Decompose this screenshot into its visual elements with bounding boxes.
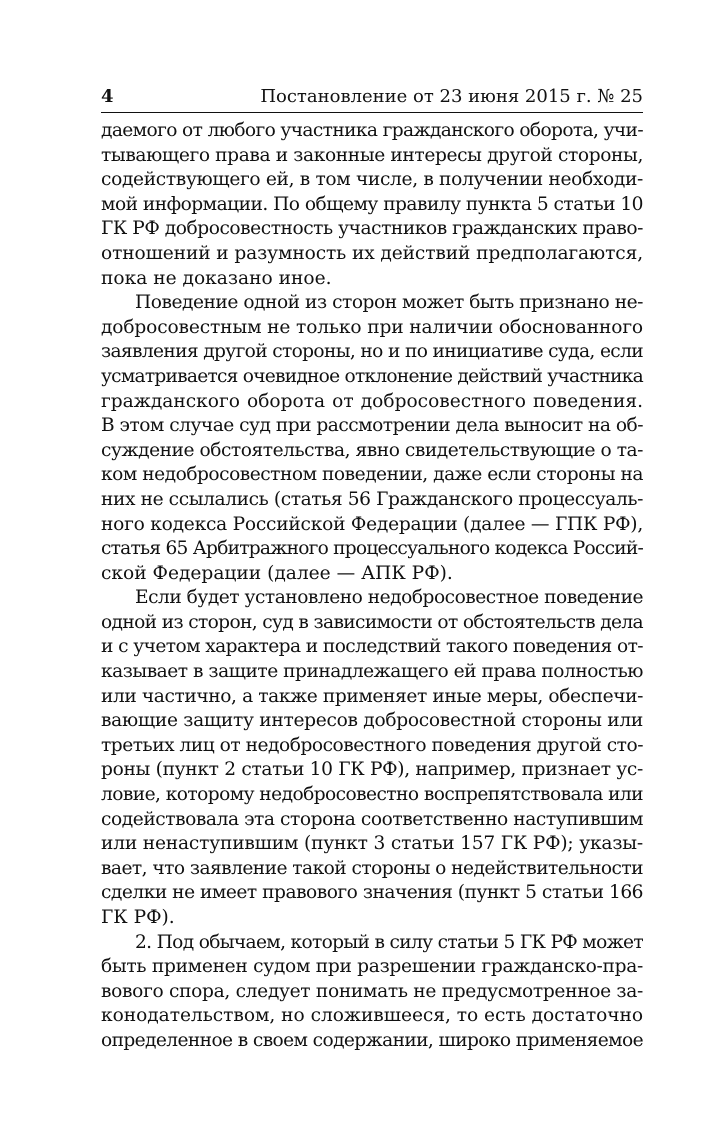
text-line: тывающего права и законные интересы другой стороны, [101, 144, 643, 166]
text-line: даемого от любого участника гражданского оборота, учи- [101, 120, 643, 141]
paragraph-3 [101, 586, 643, 930]
text-line: ного кодекса Российской Федерации (далее — ГПК РФ), [101, 513, 643, 535]
text-line: сделки не имеет правового значения (пункт 5 статьи 166 [101, 882, 643, 904]
text-line: заявления другой стороны, но и по инициативе суда, если [101, 341, 643, 363]
text-line: вает, что заявление такой стороны о недействительности [101, 857, 643, 879]
body-text [101, 119, 643, 1054]
text-line: суждение обстоятельства, явно свидетельствующие о та- [101, 439, 643, 461]
text-line: определенное в своем содержании, широко применяемое [101, 1029, 643, 1051]
text-line: вового спора, следует понимать не предусмотренное за- [101, 980, 643, 1002]
paragraph-4 [101, 931, 643, 1054]
text-line: вающие защиту интересов добросовестной стороны или [101, 710, 643, 732]
running-header [101, 86, 643, 113]
text-line: быть применен судом при разрешении гражданско-пра- [101, 956, 643, 978]
text-line: ловие, которому недобросовестно воспрепятствовала или [101, 784, 643, 806]
text-line: мой информации. По общему правилу пункта 5 статьи 10 [101, 193, 643, 215]
text-line: содействовала эта сторона соответственно наступившим [101, 808, 643, 830]
text-line: ГК РФ). [101, 907, 175, 928]
paragraph-1 [101, 119, 643, 291]
text-line: добросовестным не только при наличии обоснованного [101, 316, 643, 338]
text-line: усматривается очевидное отклонение действий участника [101, 365, 643, 387]
page-number: 4 [101, 86, 114, 107]
text-line: ГК РФ добросовестность участников гражданских право- [101, 218, 643, 240]
text-line: казывает в защите принадлежащего ей права полностью [101, 661, 643, 683]
text-line: них не ссылались (статья 56 Гражданского процессуаль- [101, 488, 643, 510]
book-page [101, 86, 643, 1054]
text-line: третьих лиц от недобросовестного поведения другой сто- [101, 734, 643, 756]
text-line: или ненаступившим (пункт 3 статьи 157 ГК РФ); указы- [101, 833, 643, 855]
text-line: и с учетом характера и последствий такого поведения от- [101, 636, 643, 658]
text-line: или частично, а также применяет иные меры, обеспечи- [101, 685, 643, 707]
text-line: отношений и разумность их действий предполагаются, [101, 242, 643, 264]
text-line: содействующего ей, в том числе, в получении необходи- [101, 169, 643, 191]
running-title: Постановление от 23 июня 2015 г. № 25 [260, 86, 643, 107]
text-line: Поведение одной из сторон может быть признано не- [135, 292, 643, 314]
text-line: роны (пункт 2 статьи 10 ГК РФ), например, признает ус- [101, 759, 643, 781]
text-line: пока не доказано иное. [101, 267, 332, 289]
text-line: статья 65 Арбитражного процессуального кодекса Россий- [101, 538, 643, 560]
text-line: 2. Под обычаем, который в силу статьи 5 ГК РФ может [135, 931, 643, 953]
text-line: гражданского оборота от добросовестного поведения. [101, 390, 643, 412]
paragraph-2 [101, 291, 643, 586]
text-line: конодательством, но сложившееся, то есть достаточно [101, 1005, 643, 1027]
text-line: В этом случае суд при рассмотрении дела выносит на об- [101, 415, 643, 437]
text-line: Если будет установлено недобросовестное поведение [135, 587, 643, 609]
text-line: ской Федерации (далее — АПК РФ). [101, 562, 453, 584]
text-line: одной из сторон, суд в зависимости от обстоятельств дела [101, 611, 643, 633]
text-line: ком недобросовестном поведении, даже если стороны на [101, 464, 643, 486]
